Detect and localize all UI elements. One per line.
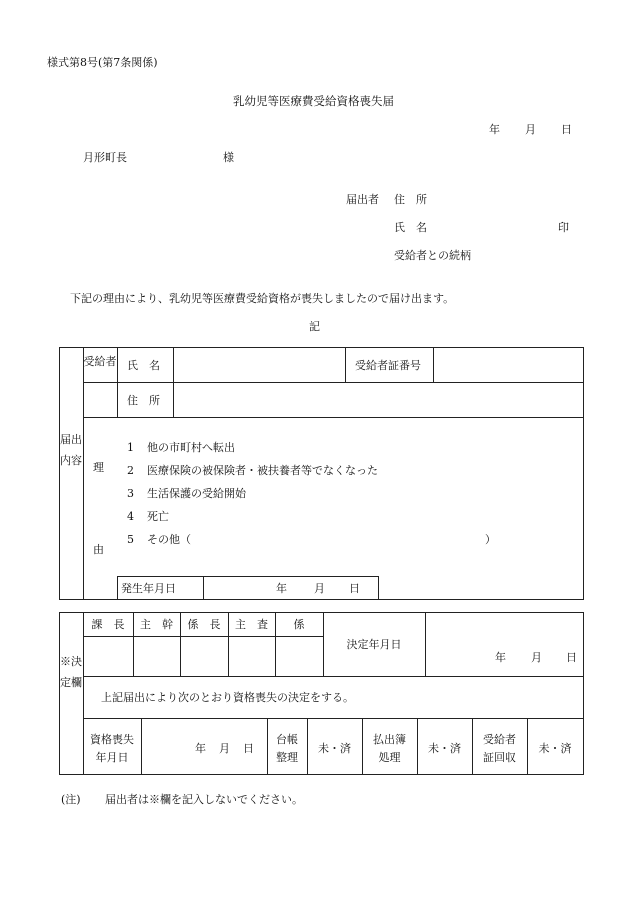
- cert-return-label-1: 受給者: [483, 733, 516, 746]
- reason-num-3: 3: [127, 487, 134, 500]
- ledger-status: 未・済: [318, 742, 351, 755]
- reason-label-2: 由: [93, 543, 104, 556]
- form-number: 様式第8号(第7条関係): [47, 56, 158, 69]
- reason-num-2: 2: [127, 464, 134, 477]
- note-text: 届出者は※欄を記入しないでください。: [105, 793, 303, 806]
- reason-num-1: 1: [127, 441, 134, 454]
- honorific: 様: [223, 151, 234, 164]
- decision-statement: 上記届出により次のとおり資格喪失の決定をする。: [101, 691, 354, 704]
- occurrence-day: 日: [349, 582, 360, 595]
- recipient-address-label: 住 所: [127, 394, 160, 407]
- cert-return-status: 未・済: [538, 742, 572, 755]
- reason-text-5: その他（: [147, 533, 191, 546]
- reason-text-1: 他の市町村へ転出: [147, 441, 235, 454]
- date-year: 年: [489, 123, 500, 136]
- reason-text-3: 生活保護の受給開始: [147, 487, 246, 500]
- reason-text-4: 死亡: [147, 510, 169, 523]
- ki-mark: 記: [309, 320, 320, 333]
- ledger-label-1: 台帳: [276, 733, 298, 746]
- statement: 下記の理由により、乳幼児等医療費受給資格が喪失しましたので届け出ます。: [70, 292, 455, 305]
- reason-label-1: 理: [93, 461, 104, 474]
- cert-return-label-2: 証回収: [483, 751, 516, 764]
- occurrence-month: 月: [314, 582, 325, 595]
- reason-num-5: 5: [127, 533, 134, 546]
- form-title: 乳幼児等医療費受給資格喪失届: [233, 94, 394, 108]
- applicant-name-label: 氏 名: [394, 221, 427, 234]
- loss-date-label-2: 年月日: [95, 751, 129, 764]
- cert-number-label: 受給者証番号: [355, 359, 421, 372]
- occurrence-year: 年: [276, 582, 287, 595]
- approver-shukan: 主 幹: [140, 618, 173, 631]
- note-label: (注): [61, 793, 81, 806]
- payment-status: 未・済: [428, 742, 461, 755]
- recipient-label: 受給者: [83, 355, 117, 368]
- approver-kakari: 係: [293, 618, 305, 631]
- decision-side-label: ※決定欄: [60, 655, 82, 689]
- loss-year: 年: [195, 742, 206, 755]
- reason-other-close: ）: [485, 533, 496, 546]
- payment-label-1: 払出簿: [373, 733, 406, 746]
- decision-day: 日: [566, 651, 577, 664]
- date-day: 日: [561, 123, 572, 136]
- reason-text-2: 医療保険の被保険者・被扶養者等でなくなった: [147, 464, 378, 477]
- recipient-name-label: 氏 名: [127, 359, 160, 372]
- approver-shusa: 主 査: [235, 618, 268, 631]
- approver-kacho: 課 長: [91, 618, 125, 631]
- decision-year: 年: [495, 651, 506, 664]
- relation-label: 受給者との続柄: [394, 249, 471, 262]
- notification-side-label: 届出内容: [60, 433, 82, 467]
- decision-month: 月: [531, 651, 542, 664]
- seal-mark: 印: [558, 221, 569, 234]
- addressee: 月形町長: [83, 151, 127, 164]
- loss-date-label-1: 資格喪失: [90, 733, 134, 746]
- loss-day: 日: [243, 742, 254, 755]
- reason-num-4: 4: [127, 510, 134, 523]
- decision-date-label: 決定年月日: [346, 638, 402, 651]
- date-month: 月: [525, 123, 536, 136]
- applicant-address-label: 住 所: [394, 193, 427, 206]
- approver-kakaricho: 係 長: [187, 618, 221, 631]
- loss-month: 月: [219, 742, 230, 755]
- ledger-label-2: 整理: [276, 751, 298, 764]
- applicant-label: 届出者: [346, 193, 379, 206]
- occurrence-date-label: 発生年月日: [121, 582, 176, 595]
- payment-label-2: 処理: [378, 751, 401, 764]
